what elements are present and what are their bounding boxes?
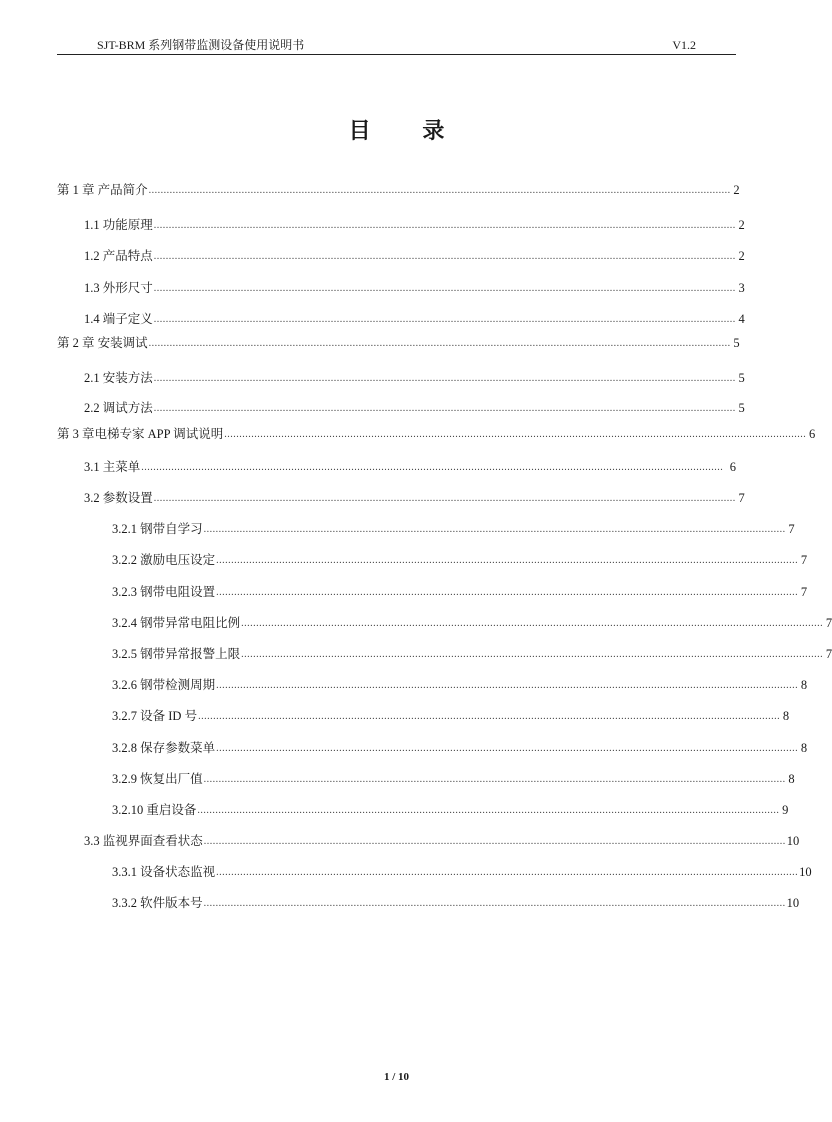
leader-dots: .................................................................................................................................................................................................. — [141, 462, 724, 473]
leader-dots: .................................................................................................................................................................................................. — [216, 867, 799, 878]
toc-entry-page: 2 — [733, 183, 740, 197]
toc-entry-3-2-3[interactable] — [112, 582, 808, 600]
toc-entry-page: 5 — [738, 371, 745, 385]
toc-entry-chapter-3[interactable] — [57, 424, 816, 442]
toc-entry-3-3-1[interactable] — [112, 862, 812, 880]
toc-entry-label: 第 2 章 安装调试 — [57, 336, 148, 350]
toc-entry-page: 8 — [800, 741, 808, 755]
toc-title: 目 录 — [348, 119, 467, 144]
toc-entry-page: 10 — [799, 865, 812, 879]
toc-entry-2-1[interactable] — [84, 368, 745, 386]
toc-entry-chapter-2[interactable] — [57, 333, 740, 351]
toc-entry-label: 3.2.9 恢复出厂值 — [112, 772, 203, 786]
leader-dots: .................................................................................................................................................................................................. — [224, 429, 807, 440]
toc-entry-label: 3.3 监视界面查看状态 — [84, 834, 203, 848]
page-number: 1 / 10 — [383, 1071, 410, 1083]
toc-entry-label: 3.2.4 钢带异常电阻比例 — [112, 616, 241, 630]
leader-dots: .................................................................................................................................................................................................. — [216, 743, 799, 754]
toc-entry-page: 8 — [788, 772, 795, 786]
leader-dots: .................................................................................................................................................................................................. — [216, 587, 799, 598]
toc-entry-1-3[interactable] — [84, 278, 745, 296]
toc-entry-label: 3.2.1 钢带自学习 — [112, 522, 203, 536]
toc-entry-page: 7 — [825, 647, 832, 661]
toc-entry-3-3-2[interactable] — [112, 893, 800, 911]
leader-dots: .................................................................................................................................................................................................. — [203, 774, 786, 785]
leader-dots: .................................................................................................................................................................................................. — [241, 618, 824, 629]
leader-dots: .................................................................................................................................................................................................. — [203, 836, 786, 847]
toc-entry-page: 7 — [738, 491, 745, 505]
toc-entry-3-2-6[interactable] — [112, 675, 808, 693]
toc-entry-3-3[interactable] — [84, 831, 800, 849]
toc-entry-page: 2 — [738, 249, 745, 263]
leader-dots: .................................................................................................................................................................................................. — [216, 680, 799, 691]
toc-entry-label: 1.1 功能原理 — [84, 218, 153, 232]
leader-dots: .................................................................................................................................................................................................. — [216, 555, 799, 566]
leader-dots: .................................................................................................................................................................................................. — [241, 649, 824, 660]
leader-dots: .................................................................................................................................................................................................. — [153, 403, 736, 414]
toc-entry-label: 2.2 调试方法 — [84, 401, 153, 415]
toc-entry-3-2-4[interactable] — [112, 613, 832, 631]
toc-entry-label: 3.2.10 重启设备 — [112, 803, 197, 817]
toc-entry-page: 7 — [800, 553, 808, 567]
toc-entry-page: 7 — [788, 522, 795, 536]
toc-entry-label: 2.1 安装方法 — [84, 371, 153, 385]
toc-entry-label: 3.2 参数设置 — [84, 491, 153, 505]
toc-entry-label: 3.1 主菜单 — [84, 460, 141, 474]
toc-entry-3-2-2[interactable] — [112, 550, 808, 568]
toc-entry-2-2[interactable] — [84, 398, 745, 416]
toc-entry-page: 7 — [800, 585, 808, 599]
version-label: V1.2 — [672, 38, 696, 52]
leader-dots: .................................................................................................................................................................................................. — [203, 898, 786, 909]
toc-entry-label: 3.3.1 设备状态监视 — [112, 865, 216, 879]
leader-dots: .................................................................................................................................................................................................. — [153, 493, 736, 504]
leader-dots: .................................................................................................................................................................................................. — [153, 283, 736, 294]
leader-dots: .................................................................................................................................................................................................. — [153, 314, 736, 325]
leader-dots: .................................................................................................................................................................................................. — [198, 711, 781, 722]
toc-entry-page: 8 — [800, 678, 808, 692]
toc-entry-page: 6 — [808, 427, 816, 441]
toc-entry-page: 5 — [738, 401, 745, 415]
leader-dots: .................................................................................................................................................................................................. — [148, 185, 731, 196]
toc-entry-page: 3 — [738, 281, 745, 295]
document-title: SJT-BRM 系列钢带监测设备使用说明书 — [97, 38, 305, 52]
toc-entry-label: 3.2.5 钢带异常报警上限 — [112, 647, 241, 661]
toc-entry-label: 3.2.6 钢带检测周期 — [112, 678, 216, 692]
leader-dots: .................................................................................................................................................................................................. — [153, 220, 736, 231]
toc-entry-3-2-9[interactable] — [112, 769, 795, 787]
toc-entry-label: 3.2.7 设备 ID 号 — [112, 709, 198, 723]
toc-entry-page: 8 — [782, 709, 790, 723]
toc-entry-page: 6 — [729, 460, 736, 474]
toc-entry-3-2-8[interactable] — [112, 738, 808, 756]
page-header — [57, 38, 736, 55]
toc-entry-label: 3.3.2 软件版本号 — [112, 896, 203, 910]
toc-entry-3-2-5[interactable] — [112, 644, 832, 662]
toc-entry-page: 4 — [738, 312, 745, 326]
leader-dots: .................................................................................................................................................................................................. — [203, 524, 786, 535]
toc-entry-1-2[interactable] — [84, 246, 745, 264]
toc-entry-label: 3.2.2 激励电压设定 — [112, 553, 216, 567]
toc-entry-label: 3.2.8 保存参数菜单 — [112, 741, 216, 755]
toc-entry-page: 10 — [786, 896, 800, 910]
toc-entry-3-2-1[interactable] — [112, 519, 795, 537]
toc-entry-chapter-1[interactable] — [57, 180, 740, 198]
toc-entry-1-4[interactable] — [84, 309, 745, 327]
toc-entry-label: 3.2.3 钢带电阻设置 — [112, 585, 216, 599]
toc-entry-label: 1.4 端子定义 — [84, 312, 153, 326]
toc-entry-page: 9 — [782, 803, 789, 817]
toc-entry-label: 1.3 外形尺寸 — [84, 281, 153, 295]
toc-entry-page: 7 — [825, 616, 832, 630]
toc-entry-page: 2 — [738, 218, 745, 232]
toc-entry-page: 10 — [786, 834, 800, 848]
toc-entry-page: 5 — [733, 336, 740, 350]
toc-entry-label: 第 3 章电梯专家 APP 调试说明 — [57, 427, 224, 441]
toc-entry-label: 第 1 章 产品简介 — [57, 183, 148, 197]
toc-entry-1-1[interactable] — [84, 215, 745, 233]
toc-entry-3-2-10[interactable] — [112, 800, 789, 818]
leader-dots: .................................................................................................................................................................................................. — [197, 805, 780, 816]
toc-entry-3-2-7[interactable] — [112, 706, 790, 724]
toc-entry-3-2[interactable] — [84, 488, 745, 506]
toc-entry-3-1[interactable] — [84, 457, 736, 475]
leader-dots: .................................................................................................................................................................................................. — [153, 373, 736, 384]
toc-entry-label: 1.2 产品特点 — [84, 249, 153, 263]
leader-dots: .................................................................................................................................................................................................. — [148, 338, 731, 349]
leader-dots: .................................................................................................................................................................................................. — [153, 251, 736, 262]
